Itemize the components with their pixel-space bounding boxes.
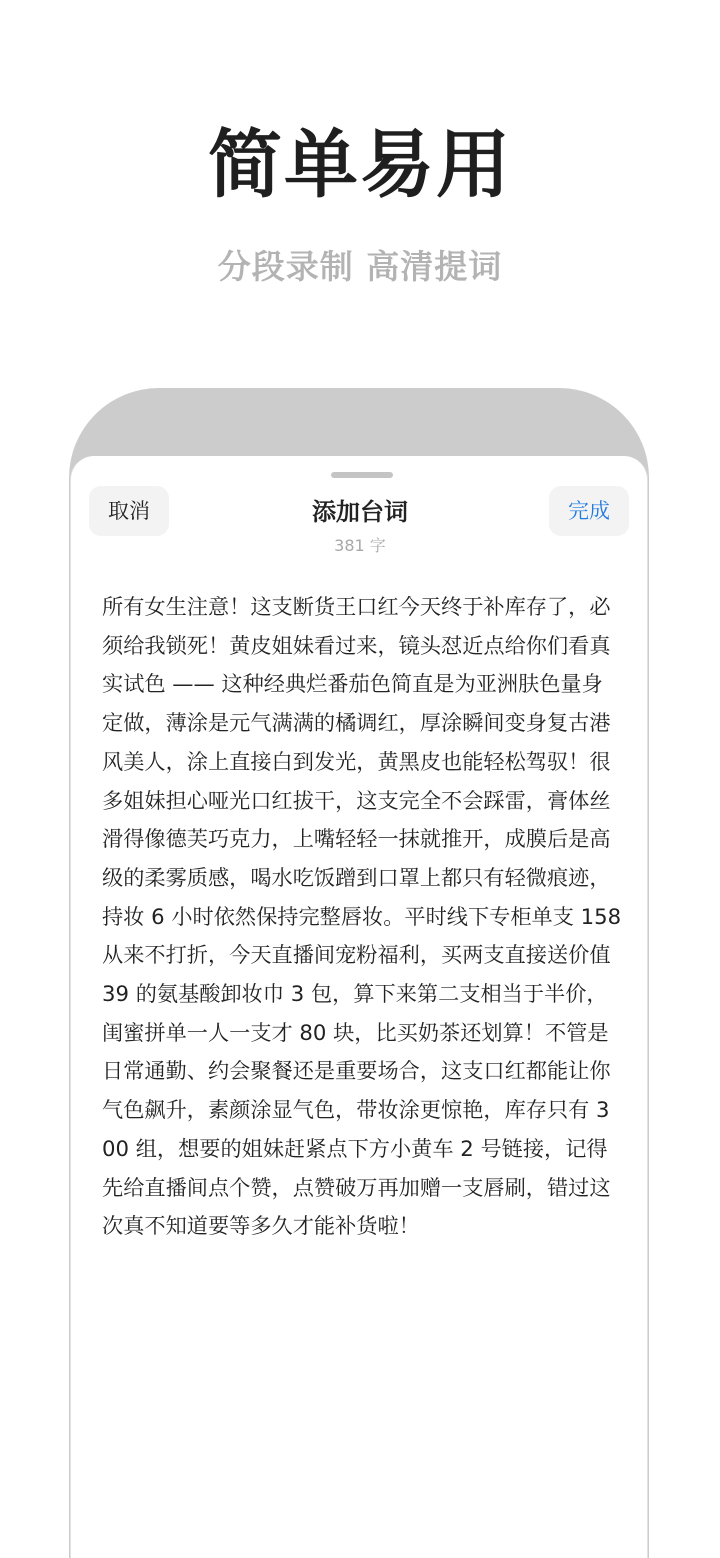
cancel-button[interactable]: 取消 — [89, 486, 169, 536]
add-script-sheet — [70, 456, 648, 1558]
character-count: 381 字 — [334, 536, 386, 555]
phone-mockup — [69, 388, 649, 1558]
sheet-grabber-handle[interactable] — [331, 472, 393, 478]
sheet-title: 添加台词 — [312, 498, 408, 526]
promo-subheadline: 分段录制 高清提词 — [217, 247, 503, 286]
script-text-area[interactable]: 所有女生注意！这支断货王口红今天终于补库存了，必须给我锁死！黄皮姐妹看过来，镜头怼近点给你们看真实试色 —— 这种经典烂番茄色简直是为亚洲肤色量身定做，薄涂是元气满满的橘调红，厚涂瞬间变身复古港风美人，涂上直接白到发光，黄黑皮也能轻松驾驭！很多姐妹担心哑光口红拔干，这支完全不会踩雷，膏体丝滑得像德芙巧克力，上嘴轻轻一抹就推开，成膜后是高级的柔雾质感，喝水吃饭蹭到口罩上都只有轻微痕迹，持妆 6 小时依然保持完整唇妆。平时线下专柜单支 158 从来不打折，今天直播间宠粉福利，买两支直接送价值 39 的氨基酸卸妆巾 3 包，算下来第二支相当于半价，闺蜜拼单一人一支才 80 块，比买奶茶还划算！不管是日常通勤、约会聚餐还是重要场合，这支口红都能让你气色飙升，素颜涂显气色，带妆涂更惊艳，库存只有 300 组，想要的姐妹赶紧点下方小黄车 2 号链接，记得先给直播间点个赞，点赞破万再加赠一支唇刷，错过这次真不知道要等多久才能补货啦！ — [102, 594, 622, 1239]
promo-headline: 简单易用 — [208, 122, 512, 208]
done-button[interactable]: 完成 — [549, 486, 629, 536]
